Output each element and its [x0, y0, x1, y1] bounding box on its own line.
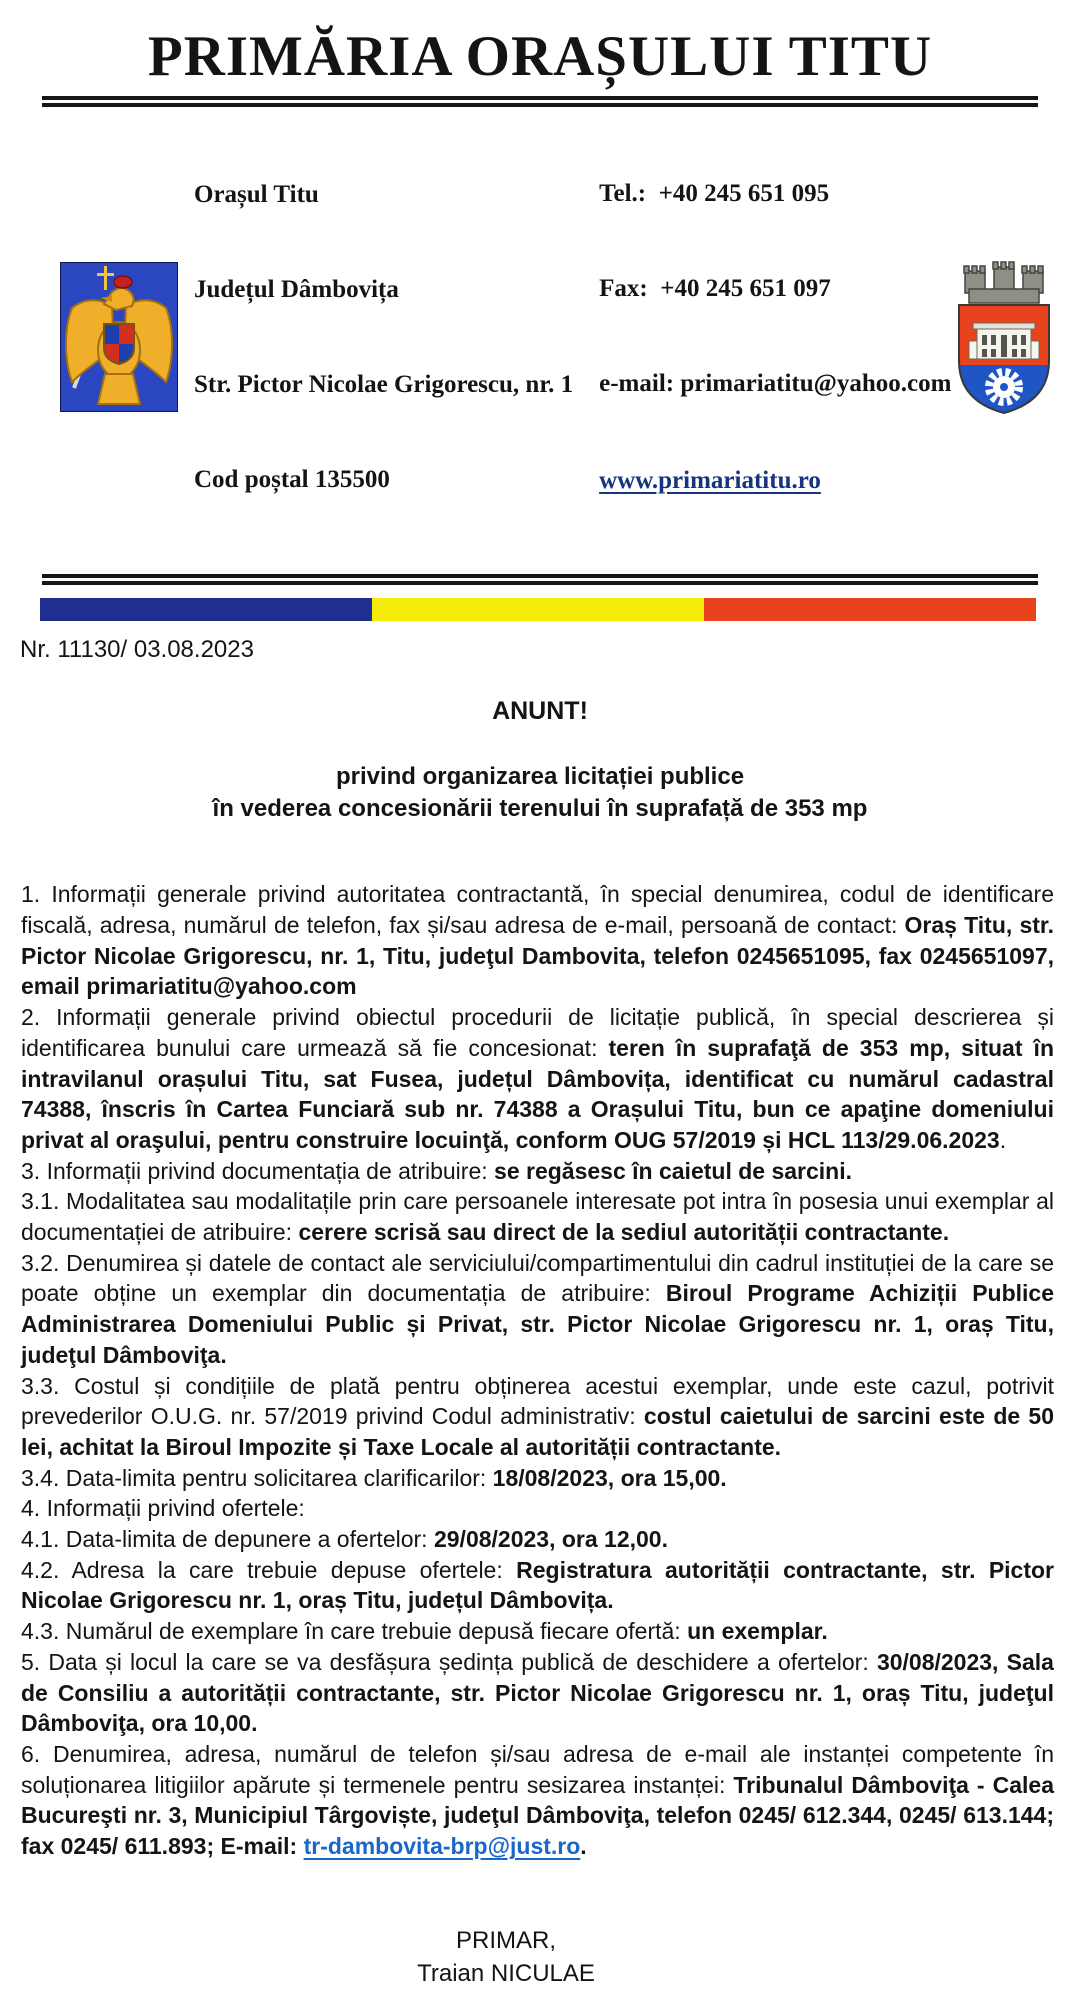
address-line: Cod poștal 135500	[194, 466, 390, 494]
text-segment: cerere scrisă sau direct de la sediul autorității contractante.	[298, 1219, 950, 1246]
signature-role: PRIMAR,	[455, 1926, 556, 1954]
text-segment: Registratura autorității contractante, str. Pictor Nicolae Grigorescu nr. 1, oraș Titu, județul Dâmbovița.	[21, 1556, 1055, 1614]
header-divider-top	[42, 96, 1038, 107]
website-link[interactable]: www.primariatitu.ro	[599, 467, 821, 495]
text-segment: .	[999, 1126, 1007, 1153]
address-line: Str. Pictor Nicolae Grigorescu, nr. 1	[194, 371, 574, 398]
text-segment: 1. Informații generale privind autoritatea contractantă, în special denumirea, codul de identificare fiscală, adresa, numărul de telefon, fax și/sau adresa de e-mail, persoană de contact:	[21, 881, 1054, 938]
court-email-link[interactable]: tr-dambovita-brp@just.ro	[303, 1833, 581, 1860]
text-segment: se regăsesc în caietul de sarcini.	[494, 1157, 853, 1184]
paragraph-3.4	[21, 1463, 1054, 1494]
romanian-flag-bar	[40, 598, 1036, 621]
text-segment: 3.3. Costul și condițiile de plată pentru obținerea acestui exemplar, unde este cazul, potrivit prevederilor O.U.G. nr. 57/2019 privind Codul administrativ:	[21, 1372, 1054, 1430]
text-segment: 4.1. Data-limita de depunere a ofertelor:	[21, 1526, 434, 1553]
titu-town-crest-icon	[951, 259, 1057, 415]
flag-stripe-blue	[40, 598, 372, 621]
text-segment: un exemplar.	[687, 1618, 828, 1645]
text-segment: 3.4. Data-limita pentru solicitarea clarificarilor:	[21, 1464, 493, 1491]
body-paragraphs	[21, 879, 1054, 1862]
paragraph-4.3	[21, 1616, 1054, 1647]
reference-number: Nr. 11130/ 03.08.2023	[20, 635, 254, 663]
email-line: e-mail: primariatitu@yahoo.com	[599, 370, 952, 397]
paragraph-3.2	[21, 1248, 1054, 1371]
romanian-coat-of-arms-icon	[60, 262, 178, 412]
signature-name: Traian NICULAE	[417, 1959, 595, 1987]
address-line: Județul Dâmbovița	[194, 275, 399, 303]
text-segment: costul caietului de sarcini este de 50 lei, achitat la Biroul Impozite și Taxe Locale al autorității contractante.	[21, 1403, 1055, 1460]
letterhead-contact	[599, 114, 951, 561]
text-segment: 3. Informații privind documentația de atribuire:	[21, 1157, 495, 1184]
address-line: Orașul Titu	[194, 180, 319, 208]
text-segment: 2. Informații generale privind obiectul procedurii de licitație publică, în special descrierea și identificarea bunului care urmează să fie concesionat:	[21, 1004, 1054, 1061]
text-segment: 18/08/2023, ora 15,00.	[492, 1464, 727, 1491]
text-segment: 4.3. Numărul de exemplare în care trebuie depusă fiecare ofertă:	[21, 1618, 688, 1645]
subtitle-line: în vederea concesionării terenului în suprafață de 353 mp	[212, 794, 868, 822]
text-segment: 3.1. Modalitatea sau modalitațile prin care persoanele interesate pot intra în posesia unui exemplar al documentației de atribuire:	[21, 1188, 1054, 1246]
phone-line: Tel.: +40 245 651 095	[599, 179, 830, 207]
flag-stripe-yellow	[372, 598, 704, 621]
page-title: PRIMĂRIA ORAȘULUI TITU	[147, 25, 933, 88]
subtitle-line: privind organizarea licitației publice	[335, 762, 745, 790]
paragraph-1	[21, 879, 1054, 1002]
text-segment: 6. Denumirea, adresa, numărul de telefon și/sau adresa de e-mail ale instanței competente în soluționarea litigiilor apărute și termenele pentru sesizarea instanței:	[21, 1740, 1054, 1798]
paragraph-3	[21, 1156, 1054, 1187]
text-segment: 4. Informații privind ofertele:	[21, 1495, 305, 1522]
text-segment: Tribunalul Dâmboviţa - Calea Bucureşti nr. 3, Municipiul Târgoviște, judeţul Dâmboviţa, telefon 0245/ 612.344, 0245/ 613.144; fax 0245/ 611.893; E-mail:	[21, 1771, 1054, 1860]
text-segment: 4.2. Adresa la care trebuie depuse ofertele:	[21, 1556, 517, 1583]
paragraph-5	[21, 1647, 1054, 1739]
paragraph-3.3	[21, 1371, 1054, 1463]
fax-line: Fax: +40 245 651 097	[599, 274, 831, 302]
letterhead-band	[42, 107, 1038, 567]
text-segment: Biroul Programe Achiziții Publice Administrarea Domeniului Public și Privat, str. Pictor Nicolae Grigorescu nr. 1, oraș Titu, judeţul Dâmboviţa.	[21, 1280, 1054, 1368]
header-divider-bottom	[42, 574, 1038, 585]
announcement-subtitle	[0, 761, 1080, 826]
paragraph-6	[21, 1739, 1054, 1862]
text-segment: 5. Data și locul la care se va desfășura ședința publică de deschidere a ofertelor:	[21, 1648, 877, 1675]
text-segment: teren în suprafaţă de 353 mp, situat în intravilanul orașului Titu, sat Fusea, județul Dâmbovița, identificat cu numărul cadastral 74388, înscris în Cartea Funciară sub nr. 74388 a Orașului Titu, bun ce apaţine domeniului privat al oraşului, pentru construire locuinţă, conform OUG 57/2019 și HCL 113/29.06.2023	[21, 1034, 1054, 1153]
paragraph-4	[21, 1493, 1054, 1524]
flag-stripe-red	[704, 598, 1036, 621]
text-segment: 30/08/2023, Sala de Consiliu a autorității contractante, str. Pictor Nicolae Grigorescu nr. 1, oraș Titu, judeţul Dâmboviţa, ora 10,00.	[21, 1648, 1054, 1737]
text-segment: 3.2. Denumirea și datele de contact ale serviciului/compartimentului din cadrul instituției de la care se poate obține un exemplar din documentația de atribuire:	[21, 1249, 1054, 1307]
text-segment: 29/08/2023, ora 12,00.	[433, 1526, 668, 1553]
announcement-heading: ANUNT!	[492, 696, 588, 725]
paragraph-4.1	[21, 1524, 1054, 1555]
text-segment: Oraș Titu, str. Pictor Nicolae Grigorescu, nr. 1, Titu, judeţul Dambovita, telefon 0245651095, fax 0245651097, email primariatitu@yahoo.com	[21, 911, 1054, 1000]
website-row	[599, 465, 951, 497]
paragraph-2	[21, 1002, 1054, 1156]
text-segment: .	[580, 1833, 587, 1860]
paragraph-4.2	[21, 1555, 1054, 1616]
paragraph-3.1	[21, 1186, 1054, 1247]
signature-block	[0, 1924, 1046, 1990]
letterhead-address	[194, 115, 573, 560]
